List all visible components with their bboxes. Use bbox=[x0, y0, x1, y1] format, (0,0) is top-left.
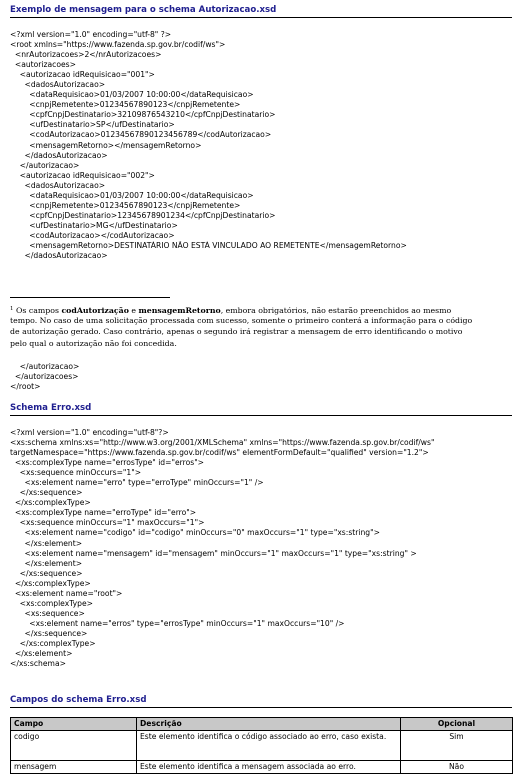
footnote-emphasis: mensagemRetorno bbox=[138, 306, 221, 315]
example-section-title: Exemplo de mensagem para o schema Autorizacao.xsd bbox=[10, 4, 512, 18]
code-line: <xs:sequence minOccurs="1"> bbox=[10, 468, 142, 478]
code-line: <cnpjRemetente>01234567890123</cnpjRemetente> bbox=[10, 200, 241, 210]
example-xml-end-block bbox=[0, 362, 519, 392]
erro-xsd-block bbox=[0, 428, 519, 669]
code-line: </dadosAutorizacao> bbox=[10, 251, 108, 261]
code-line: <autorizacoes> bbox=[10, 60, 76, 70]
footnote-line: pelo qual o autorização não foi concedida. bbox=[10, 338, 177, 348]
code-line: <mensagemRetorno></mensagemRetorno> bbox=[10, 140, 202, 150]
code-line: <xs:element name="erros" type="errosType" minOccurs="1" maxOccurs="10" /> bbox=[10, 618, 345, 628]
table-header-row bbox=[11, 718, 513, 731]
header-campo: Campo bbox=[11, 718, 137, 731]
code-line: <codAutorizacao></codAutorizacao> bbox=[10, 230, 175, 240]
code-line: <xs:element name="root"> bbox=[10, 588, 123, 598]
code-line: </xs:sequence> bbox=[10, 488, 83, 498]
code-line: <?xml version="1.0" encoding="utf-8" ?> bbox=[10, 30, 172, 39]
cell-descricao: Este elemento identifica a mensagem associada ao erro. bbox=[137, 761, 401, 774]
code-line: </xs:element> bbox=[10, 649, 73, 659]
code-line: <dataRequisicao>01/03/2007 10:00:00</dataRequisicao> bbox=[10, 90, 254, 100]
code-line: <nrAutorizacoes>2</nrAutorizacoes> bbox=[10, 50, 162, 60]
code-line: </xs:complexType> bbox=[10, 578, 91, 588]
cell-opcional: Sim bbox=[401, 731, 513, 761]
footnote-emphasis: codAutorização bbox=[61, 306, 129, 315]
code-line: <autorizacao idRequisicao="002"> bbox=[10, 170, 155, 180]
code-line: <ufDestinatario>MG</ufDestinatario> bbox=[10, 220, 178, 230]
code-line: <mensagemRetorno>DESTINATÁRIO NÃO ESTÁ VINCULADO AO REMETENTE</mensagemRetorno> bbox=[10, 240, 407, 250]
header-opcional: Opcional bbox=[401, 718, 513, 731]
code-line: <xs:element name="codigo" id="codigo" minOccurs="0" maxOccurs="1" type="xs:string"> bbox=[10, 528, 380, 538]
footnote-line bbox=[10, 304, 510, 315]
code-line: <cpfCnpjDestinatario>12345678901234</cpfCnpjDestinatario> bbox=[10, 210, 276, 220]
erro-schema-title: Schema Erro.xsd bbox=[10, 402, 512, 416]
code-line: <ufDestinatario>SP</ufDestinatario> bbox=[10, 120, 175, 130]
code-line: targetNamespace="https://www.fazenda.sp.gov.br/codif/ws" elementFormDefault="qualified" version="1.2"> bbox=[10, 448, 429, 458]
footnote-line: tempo. No caso de uma solicitação processada com sucesso, somente o primeiro conterá a informação para o código bbox=[10, 316, 473, 326]
code-line: </xs:element> bbox=[10, 538, 83, 548]
code-line: </xs:complexType> bbox=[10, 498, 91, 508]
fields-table bbox=[10, 717, 513, 774]
code-line: <xs:sequence minOccurs="1" maxOccurs="1"> bbox=[10, 518, 205, 528]
cell-campo: codigo bbox=[11, 731, 137, 761]
code-line: </autorizacao> bbox=[10, 362, 80, 371]
code-line: </xs:complexType> bbox=[10, 638, 96, 648]
code-line: <xs:complexType name="errosType" id="erros"> bbox=[10, 458, 205, 468]
example-xml-block bbox=[0, 30, 519, 261]
code-line: <cnpjRemetente>01234567890123</cnpjRemetente> bbox=[10, 100, 241, 110]
footnote bbox=[10, 304, 510, 349]
code-line: <xs:schema xmlns:xs="http://www.w3.org/2001/XMLSchema" xmlns="https://www.fazenda.sp.gov.br/codif/ws" bbox=[10, 438, 435, 448]
code-line: </xs:schema> bbox=[10, 659, 66, 669]
erro-fields-title: Campos do schema Erro.xsd bbox=[10, 694, 512, 708]
header-descricao: Descrição bbox=[137, 718, 401, 731]
code-line: </xs:element> bbox=[10, 558, 83, 568]
code-line: </xs:sequence> bbox=[10, 568, 83, 578]
cell-campo: mensagem bbox=[11, 761, 137, 774]
code-line: <xs:complexType name="erroType" id="erro"> bbox=[10, 508, 197, 518]
code-line: <dadosAutorizacao> bbox=[10, 180, 106, 190]
footnote-line: de autorização gerado. Caso contrário, apenas o segundo irá registrar a mensagem de erro identificando o motivo bbox=[10, 327, 463, 337]
table-row bbox=[11, 731, 513, 761]
code-line: <dataRequisicao>01/03/2007 10:00:00</dataRequisicao> bbox=[10, 190, 254, 200]
code-line: <cpfCnpjDestinatario>32109876543210</cpfCnpjDestinatario> bbox=[10, 110, 276, 120]
cell-descricao: Este elemento identifica o código associado ao erro, caso exista. bbox=[137, 731, 401, 761]
cell-opcional: Não bbox=[401, 761, 513, 774]
table-row bbox=[11, 761, 513, 774]
footnote-marker: 1 bbox=[10, 306, 14, 312]
code-line: <root xmlns="https://www.fazenda.sp.gov.br/codif/ws"> bbox=[10, 40, 226, 50]
code-line: <dadosAutorizacao> bbox=[10, 80, 106, 90]
footnote-text-1: Os campos codAutorização e mensagemRetorno, embora obrigatórios, não estarão preenchidos ao mesmo bbox=[13, 306, 452, 315]
code-line: </autorizacao> bbox=[10, 160, 80, 170]
code-line: </root> bbox=[10, 382, 41, 392]
footnote-separator bbox=[10, 297, 170, 298]
code-line: </dadosAutorizacao> bbox=[10, 150, 108, 160]
code-line: </autorizacoes> bbox=[10, 372, 79, 382]
code-line: <xs:element name="erro" type="erroType" minOccurs="1" /> bbox=[10, 478, 264, 488]
code-line: <xs:complexType> bbox=[10, 598, 94, 608]
code-line: <?xml version="1.0" encoding="utf-8"?> bbox=[10, 428, 169, 437]
code-line: </xs:sequence> bbox=[10, 628, 88, 638]
code-line: <autorizacao idRequisicao="001"> bbox=[10, 70, 155, 80]
code-line: <xs:element name="mensagem" id="mensagem" minOccurs="1" maxOccurs="1" type="xs:string" > bbox=[10, 548, 417, 558]
code-line: <xs:sequence> bbox=[10, 608, 85, 618]
code-line: <codAutorizacao>01234567890123456789</codAutorizacao> bbox=[10, 130, 272, 140]
